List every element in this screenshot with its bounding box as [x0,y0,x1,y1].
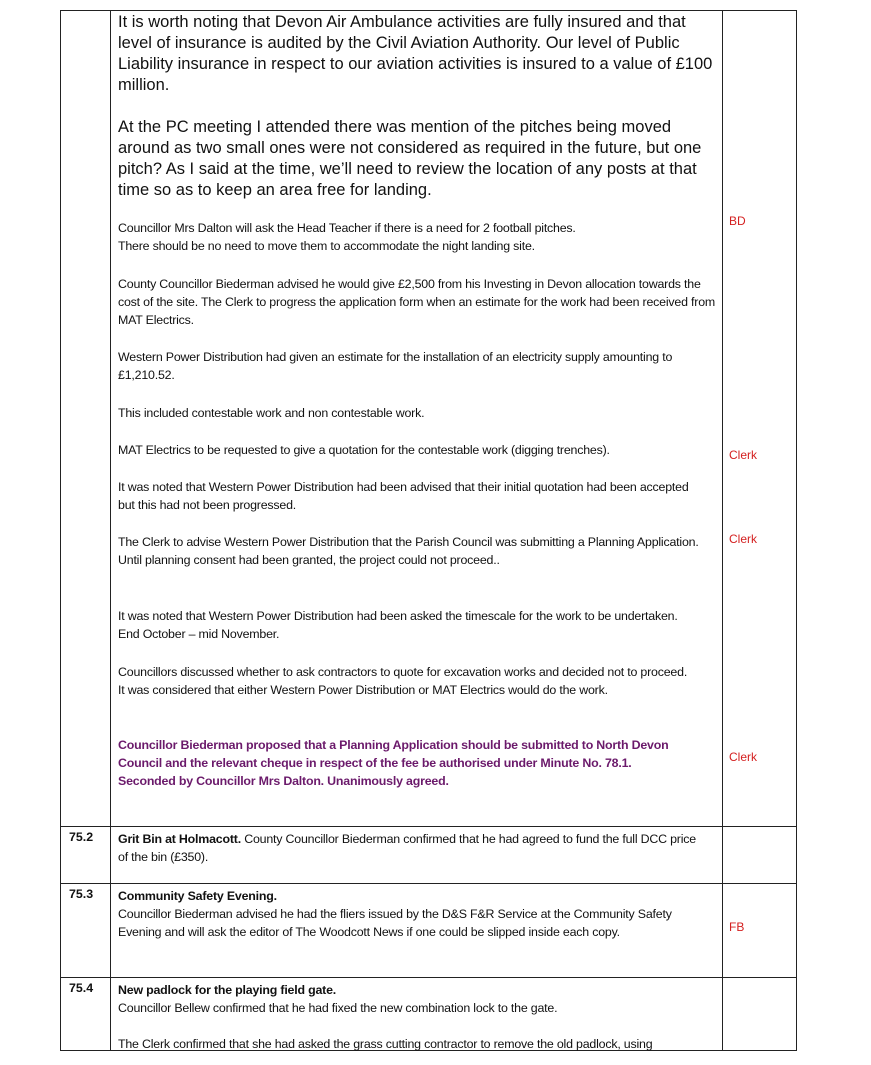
clerk-advise-note: The Clerk to advise Western Power Distribution that the Parish Council was submitting a Planning Application. Until planning consent had been granted, the project could not proceed.. [118,535,699,567]
wpd-advised-note: It was noted that Western Power Distribution had been advised that their initial quotation had been accepted but this had not been progressed. [118,480,689,512]
resolution: Councillor Biederman proposed that a Planning Application should be submitted to North Devon Council and the relevant cheque in respect of the fee be authorised under Minute No. 78.1. Seconded by Councillor Mrs Dalton. Unanimously agreed. [118,738,669,788]
wpd-estimate-note: Western Power Distribution had given an estimate for the installation of an electricity supply amounting to £1,210.52. [118,350,673,382]
item-heading: Grit Bin at Holmacott. [118,832,241,846]
row-divider [61,883,796,884]
item-padlock [118,981,718,1053]
dalton-note: Councillor Mrs Dalton will ask the Head Teacher if there is a need for 2 football pitches. There should be no need to move them to accommodate the night landing site. [118,221,576,253]
action-bd: BD [729,214,746,228]
item-heading: New padlock for the playing field gate. [118,983,337,997]
minutes-table [60,10,797,1051]
paragraph-insurance: It is worth noting that Devon Air Ambulance activities are fully insured and that level of insurance is audited by the Civil Aviation Authority. Our level of Public Liability insurance in respect to our aviation activities is insured to a value of £100 million. [118,13,713,94]
item-text: County Councillor Biederman confirmed that he had agreed to fund the full DCC price of the bin (£350). [118,832,696,864]
item-number: 75.3 [69,887,94,901]
item-community-safety [118,887,708,941]
item-heading: Community Safety Evening. [118,889,277,903]
contestable-note: This included contestable work and non contestable work. [118,406,425,420]
item-grit-bin [118,830,708,866]
row-divider [61,977,796,978]
item-number: 75.4 [69,981,94,995]
action-clerk: Clerk [729,448,758,462]
action-clerk: Clerk [729,750,758,764]
column-divider [110,11,111,1050]
item-text: Councillor Biederman advised he had the fliers issued by the D&S F&R Service at the Community Safety Evening and will ask the editor of The Woodcott News if one could be slipped inside each copy. [118,907,672,939]
item-text: Councillor Bellew confirmed that he had fixed the new combination lock to the gate. [118,1001,558,1015]
action-fb: FB [729,920,745,934]
row-divider [61,826,796,827]
mat-quote-note: MAT Electrics to be requested to give a quotation for the contestable work (digging trenches). [118,443,610,457]
excavation-note: Councillors discussed whether to ask contractors to quote for excavation works and decided not to proceed. It was considered that either Western Power Distribution or MAT Electrics would do the work. [118,665,688,697]
column-divider [722,11,723,1050]
paragraph-pitches: At the PC meeting I attended there was mention of the pitches being moved around as two small ones were not considered as required in the future, but one pitch? As I said at the time, we’ll need to review the location of any posts at that time so as to keep an area free for landing. [118,118,702,199]
county-councillor-note: County Councillor Biederman advised he would give £2,500 from his Investing in Devon allocation towards the cost of the site. The Clerk to progress the application form when an estimate for the work had been received from MAT Electrics. [118,277,716,327]
action-clerk: Clerk [729,532,758,546]
item-text: The Clerk confirmed that she had asked the grass cutting contractor to remove the old padlock, using [118,1037,653,1051]
item-number: 75.2 [69,830,94,844]
timescale-note: It was noted that Western Power Distribution had been asked the timescale for the work to be undertaken. End October – mid November. [118,609,678,641]
